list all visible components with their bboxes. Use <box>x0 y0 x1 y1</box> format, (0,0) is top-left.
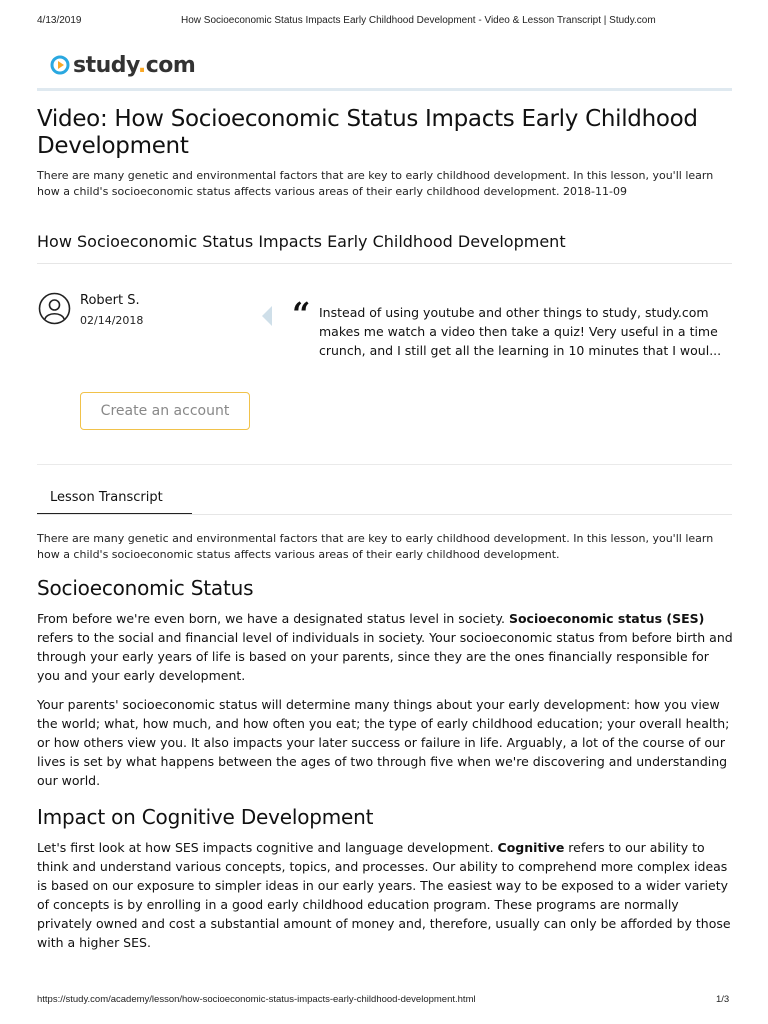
print-footer <box>0 994 768 1006</box>
tab-lesson-transcript[interactable] <box>37 487 192 515</box>
section-heading-cognitive-development: Impact on Cognitive Development <box>37 805 374 829</box>
testimonial-quote: Instead of using youtube and other things to study, study.com makes me watch a video then take a quiz! Very useful in a time crunch, and I still get all the learning in 10 minutes that I woul... <box>319 305 722 358</box>
divider <box>37 464 732 465</box>
paragraph: From before we're even born, we have a designated status level in society. Socioeconomic status (SES) refers to the social and financial level of individuals in society. Your socioeconomic status from before birth and through your early years of life is based on your parents, since they are the ones financially responsible for you and your early development. <box>37 611 733 683</box>
term-bold: Socioeconomic status (SES) <box>508 611 705 626</box>
page-title: Video: How Socioeconomic Status Impacts Early Childhood Development <box>37 106 698 159</box>
transcript-intro: There are many genetic and environmental factors that are key to early childhood development. In this lesson, you'll learn how a child's socioeconomic status affects various areas of their early childhood development. <box>37 532 714 561</box>
print-url: https://study.com/academy/lesson/how-socioeconomic-status-impacts-early-childhood-development.html <box>37 994 476 1005</box>
play-circle-icon <box>50 55 70 75</box>
header-divider <box>37 88 732 91</box>
page-number: 1/3 <box>716 994 730 1005</box>
logo-wordmark: study.com <box>73 52 196 78</box>
create-account-button[interactable]: Create an account <box>80 392 250 430</box>
quote-mark-icon: “ <box>292 295 311 333</box>
tab-label: Lesson Transcript <box>50 490 163 505</box>
print-header <box>0 15 768 29</box>
study-com-logo[interactable] <box>50 50 195 80</box>
paragraph: Let's first look at how SES impacts cognitive and language development. Cognitive refers to our ability to think and understand various concepts, topics, and processes. Our ability to comprehend more complex ideas is based on our exposure to simpler ideas in our early years. The easiest way to be exposed to a wider variety of concepts is by enrolling in a good early childhood education program. These programs are normally privately owned and cost a substantial amount of money and, therefore, usually can only be afforded by those with a higher SES. <box>37 840 731 950</box>
reviewer-name: Robert S. <box>80 293 140 308</box>
lesson-title: How Socioeconomic Status Impacts Early Childhood Development <box>37 232 566 251</box>
previous-testimonial-arrow-icon[interactable] <box>262 306 272 326</box>
user-avatar-icon <box>38 292 71 325</box>
paragraph: Your parents' socioeconomic status will determine many things about your early development: how you view the world; what, how much, and how often you eat; the type of early childhood education; your overall health; or how others view you. It also impacts your later success or failure in life. Arguably, a lot of the course of our lives is set by what happens between the ages of two through five when we're discovering and understanding our world. <box>37 697 730 788</box>
review-date: 02/14/2018 <box>80 314 144 327</box>
print-date: 4/13/2019 <box>37 15 82 26</box>
print-page-title: How Socioeconomic Status Impacts Early Childhood Development - Video & Lesson Transcript | Study.com <box>181 15 656 26</box>
section-heading-socioeconomic-status: Socioeconomic Status <box>37 576 254 600</box>
page-intro: There are many genetic and environmental factors that are key to early childhood development. In this lesson, you'll learn how a child's socioeconomic status affects various areas of their early childhood development. 2018-11-09 <box>37 169 714 198</box>
divider <box>37 263 732 264</box>
tabs-divider <box>37 514 732 515</box>
term-bold: Cognitive <box>497 840 565 855</box>
